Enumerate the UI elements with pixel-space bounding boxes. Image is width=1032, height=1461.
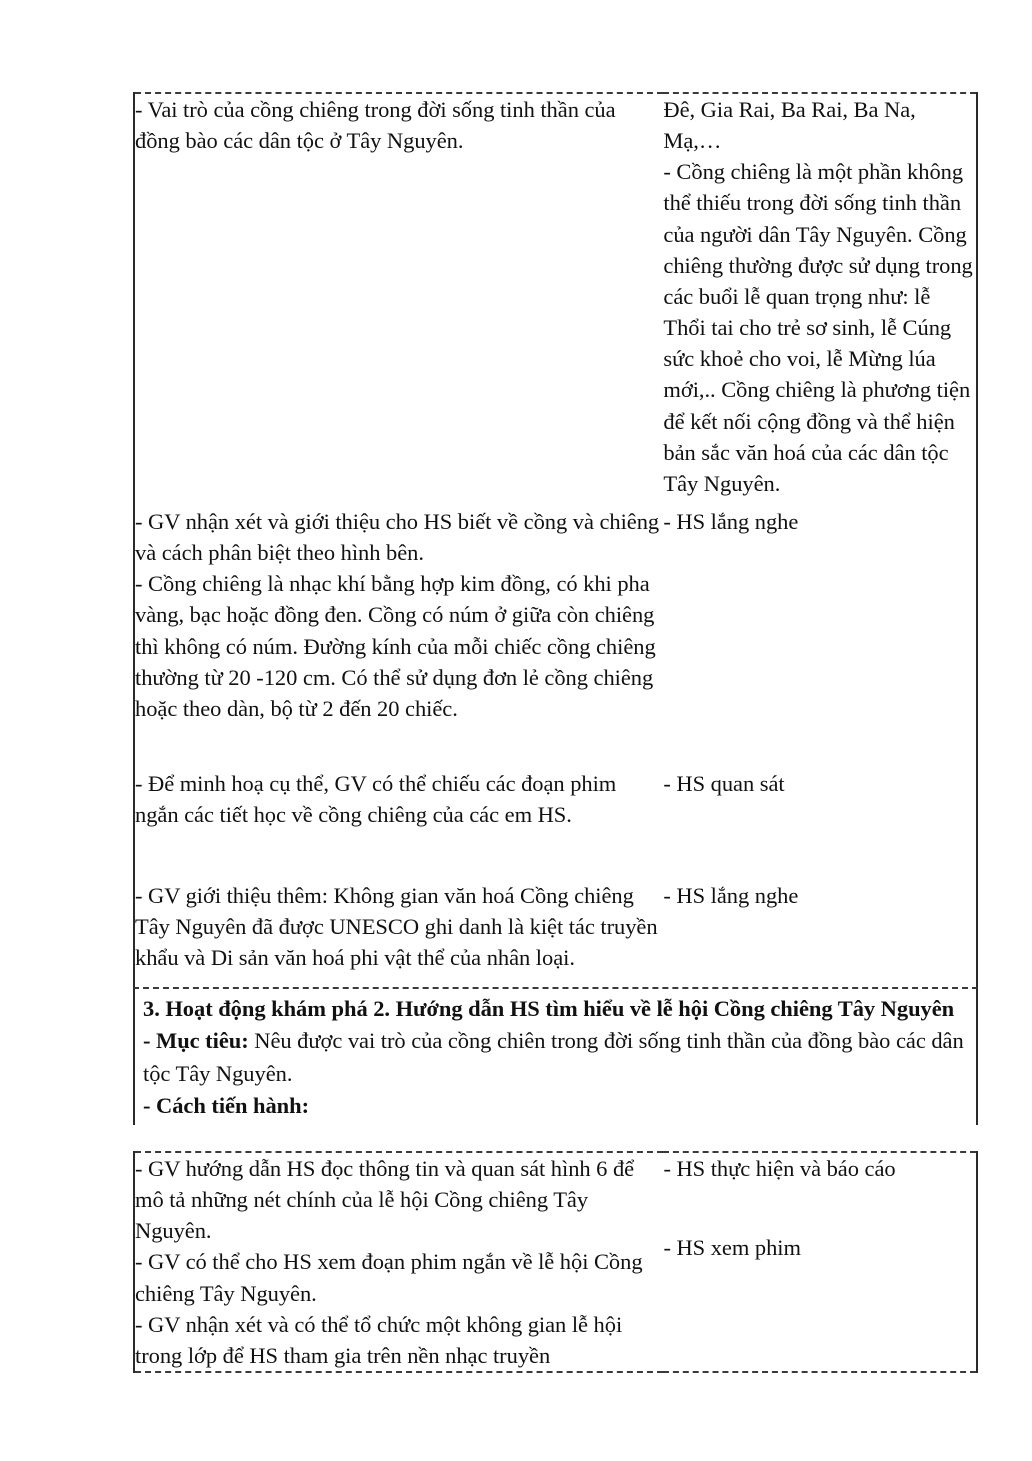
table-cell-student-activity (663, 880, 977, 998)
table-row (134, 506, 977, 768)
spacer (663, 1184, 976, 1232)
paragraph-ethnic-groups-list: Đê, Gia Rai, Ba Rai, Ba Na, Mạ,… (663, 97, 916, 154)
paragraph-show-short-films: - Để minh hoạ cụ thể, GV có thể chiếu các đoạn phim ngắn các tiết học về cồng chiêng của các em HS. (135, 771, 617, 828)
paragraph-students-observe: - HS quan sát (663, 771, 785, 796)
table-cell-teacher-activity (134, 880, 663, 998)
activity-section-block (133, 987, 978, 1125)
table-cell-teacher-activity (134, 93, 663, 506)
table-cell-student-activity (663, 506, 977, 768)
paragraph-gong-material-description: - Cồng chiêng là nhạc khí bằng hợp kim đồng, có khi pha vàng, bạc hoặc đồng đen. Cồng có núm ở giữa còn chiêng thì không có núm. Đường kính của mỗi chiếc cồng chiêng thường từ 20 -120 cm. Có thể sử dụng đơn lẻ cồng chiêng hoặc theo dàn, bộ từ 2 đến 20 chiếc. (135, 571, 656, 721)
table-cell-student-activity (663, 768, 977, 880)
paragraph-role-of-gongs: - Vai trò của cồng chiêng trong đời sống tinh thần của đồng bào các dân tộc ở Tây Nguyên. (135, 97, 616, 154)
table-cell-teacher-activity (134, 768, 663, 880)
paragraph-students-listen: - HS lắng nghe (663, 509, 799, 534)
paragraph-unesco-recognition: - GV giới thiệu thêm: Không gian văn hoá Cồng chiêng Tây Nguyên đã được UNESCO ghi danh là kiệt tác truyền khẩu và Di sản văn hoá phi vật thể của nhân loại. (135, 883, 658, 971)
paragraph-students-watch-film: - HS xem phim (663, 1235, 801, 1261)
table-row (134, 1152, 977, 1372)
paragraph-organize-festival-space: - GV nhận xét và có thể tổ chức một không gian lễ hội trong lớp để HS tham gia trên nền nhạc truyền (135, 1311, 623, 1368)
paragraph-gong-cultural-role: - Cồng chiêng là một phần không thể thiếu trong đời sống tinh thần của người dân Tây Nguyên. Cồng chiêng thường được sử dụng trong các buổi lễ quan trọng như: lễ Thổi tai cho trẻ sơ sinh, lễ Cúng sức khoẻ cho voi, lễ Mừng lúa mới,.. Cồng chiêng là phương tiện để kết nối cộng đồng và thể hiện bản sắc văn hoá của các dân tộc Tây Nguyên. (663, 159, 973, 496)
table-cell-teacher-activity (134, 1152, 663, 1372)
objective-text: Nêu được vai trò của cồng chiên trong đời sống tinh thần của đồng bào các dân tộc Tây Nguyên. (143, 1028, 964, 1086)
paragraph-guide-read-and-observe: - GV hướng dẫn HS đọc thông tin và quan sát hình 6 để mô tả những nét chính của lễ hội Cồng chiêng Tây Nguyên. (135, 1156, 635, 1244)
table-cell-student-activity (663, 93, 977, 506)
section-heading: 3. Hoạt động khám phá 2. Hướng dẫn HS tìm hiểu về lễ hội Cồng chiêng Tây Nguyên (143, 996, 955, 1021)
table-cell-student-activity (663, 1152, 977, 1372)
paragraph-students-perform-report: - HS thực hiện và báo cáo (663, 1156, 896, 1181)
table-row (134, 93, 977, 506)
lesson-plan-table-lower (133, 1151, 978, 1373)
table-row (134, 768, 977, 880)
section-method-label: - Cách tiến hành: (143, 1093, 310, 1119)
paragraph-show-festival-film: - GV có thể cho HS xem đoạn phim ngắn về lễ hội Cồng chiêng Tây Nguyên. (135, 1249, 643, 1306)
section-objective (143, 1025, 966, 1090)
objective-label: - Mục tiêu: (143, 1028, 249, 1054)
lesson-plan-table-upper (133, 92, 978, 998)
table-row (134, 880, 977, 998)
paragraph-students-listen-2: - HS lắng nghe (663, 883, 799, 908)
paragraph-teacher-introduces-gongs: - GV nhận xét và giới thiệu cho HS biết về cồng và chiêng và cách phân biệt theo hình bên. (135, 509, 660, 566)
table-cell-teacher-activity (134, 506, 663, 768)
